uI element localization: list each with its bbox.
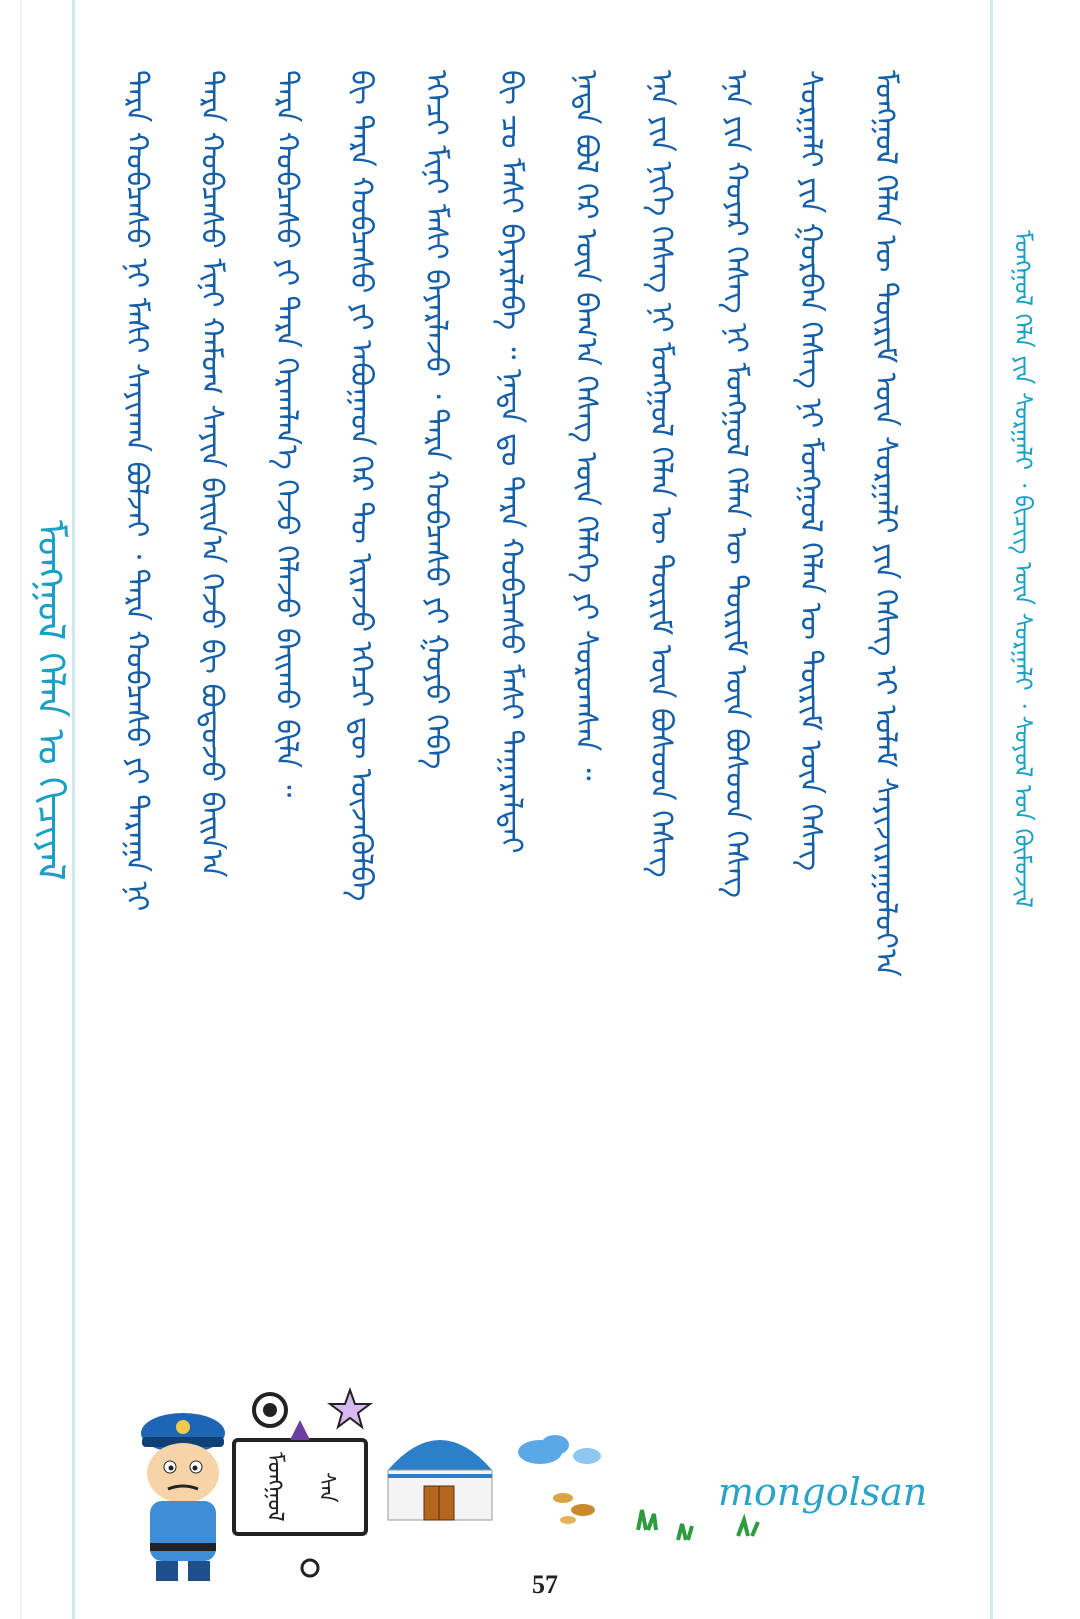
text-line: ᠲᠡᠷᠡ ᠬᠤᠪᠴᠠᠰᠤ ᠶᠢ ᠲᠡᠷᠡ ᠬᠡᠷᠡᠭ᠍ᠯᠡᠨ᠎ᠡ ᠭᠡᠵᠦ ᠬᠡᠯᠡᠵᠦ ᠪᠠᠢᠬᠤ ᠪᠢᠯᠡ ᠃ <box>268 70 304 798</box>
main-text-block <box>98 70 918 1410</box>
decorative-stars <box>240 1380 380 1580</box>
stones-decoration <box>548 1488 608 1528</box>
text-line: ᠨᠠᠳᠠ ᠪᠣᠯ ᠭᠡᠷ ᠦᠨ ᠪᠠᠭ᠎ᠠ ᠬᠡᠰᠡᠭ ᠦᠨ ᠬᠡᠯᠡᠭᠡ ᠶᠢ ᠰᠤᠷᠤᠭᠰᠠᠨ ᠃ <box>568 70 604 781</box>
text-line: ᠪᠢ ᠴᠤ ᠮᠠᠰᠢ ᠪᠠᠶᠠᠷᠯᠠᠪᠠ ᠃ ᠨᠠᠳᠠ ᠳᠤ ᠲᠡᠷᠡ ᠬᠤᠪᠴᠠᠰᠤ ᠮᠠᠰᠢ ᠲᠠᠭᠠᠷᠠᠯᠲᠠᠢ <box>493 70 529 854</box>
cloud-icon <box>515 1430 605 1470</box>
yurt-illustration <box>378 1420 502 1530</box>
footer-line: ᠮᠣᠩᠭᠣᠯ ᠬᠡᠯᠡ ᠶᠢᠨ ᠰᠤᠷᠭᠠᠯᠢ ᠂ ᠪᠢᠴᠢᠭ ᠦᠨ ᠰᠤᠷᠭᠠᠯᠢ ᠂ ᠰᠤᠶᠤᠯ ᠤᠨ ᠬᠦᠮᠦᠵᠢᠯ <box>1009 230 1037 908</box>
text-line: ᠡᠨᠡ ᠶᠢᠨ ᠬᠣᠶᠠᠷ ᠬᠡᠰᠡᠭ ᠨᠢ ᠮᠣᠩᠭᠣᠯ ᠬᠡᠯᠡᠨ ᠦ ᠳᠦᠷᠢᠮ ᠦᠨ ᠪᠤᠰᠤᠳ ᠬᠡᠰᠡᠭ <box>718 70 754 898</box>
sign-word: ᠮᠣᠩᠭᠣᠯ <box>262 1452 287 1522</box>
text-line: ᠮᠣᠩᠭᠣᠯ ᠬᠡᠯᠡᠨ ᠦ ᠳᠦᠷᠢᠮ ᠦᠨ ᠰᠤᠷᠭᠠᠯᠢ ᠶᠢᠨ ᠬᠡᠰᠡᠭ ᠢ ᠤᠯᠠᠮ ᠰᠠᠶᠢᠵᠢᠷᠠᠭᠤᠯᠤᠶ᠎ᠠ <box>868 70 904 977</box>
text-line: ᠰᠤᠷᠭᠠᠯᠢ ᠶᠢᠨ ᠭᠤᠷᠪᠠᠨ ᠬᠡᠰᠡᠭ ᠨᠢ ᠮᠣᠩᠭᠣᠯ ᠬᠡᠯᠡᠨ ᠦ ᠳᠦᠷᠢᠮ ᠦᠨ ᠬᠡᠰᠡᠭ <box>793 70 829 872</box>
police-cartoon-illustration <box>128 1405 238 1585</box>
text-line: ᠲᠡᠷᠡ ᠬᠤᠪᠴᠠᠰᠤ ᠨᠢ ᠮᠠᠰᠢ ᠰᠠᠶᠢᠬᠠᠨ ᠪᠣᠯᠵᠠᠢ ᠂ ᠲᠡᠷᠡ ᠬᠤᠪᠴᠠᠰᠤ ᠶᠢ ᠳᠠᠷᠠᠭᠠ ᠨᠢ <box>119 70 154 912</box>
brand-logo: mongolsan <box>718 1470 928 1514</box>
right-margin-line <box>990 0 993 1619</box>
text-line: ᠪᠢ ᠲᠡᠷᠡ ᠬᠤᠪᠴᠠᠰᠤ ᠶᠢ ᠠᠪᠤᠭᠠᠳ ᠭᠡᠷ ᠲᠦ ᠢᠷᠡᠵᠦ ᠡᠭᠡᠴᠢ ᠳᠦ ᠦᠵᠡᠭᠦᠯᠪᠡ <box>343 70 379 902</box>
text-line: ᠡᠨᠡ ᠶᠢᠨ ᠨᠢᠭᠡ ᠬᠡᠰᠡᠭ ᠨᠢ ᠮᠣᠩᠭᠣᠯ ᠬᠡᠯᠡᠨ ᠦ ᠳᠦᠷᠢᠮ ᠦᠨ ᠪᠤᠰᠤᠳ ᠬᠡᠰᠡᠭ <box>643 70 679 878</box>
running-header: ᠮᠣᠩᠭᠣᠯ ᠬᠡᠯᠡᠨ ᠤ ᠬᠢᠴᠢᠶᠡᠯ <box>29 520 73 881</box>
text-line: ᠲᠡᠷᠡ ᠬᠤᠪᠴᠠᠰᠤ ᠮᠢᠨᠢ ᠬᠠᠮᠤᠭ ᠰᠠᠶᠢᠨ ᠪᠠᠢᠨ᠎ᠠ ᠭᠡᠵᠦ ᠪᠢ ᠪᠣᠳᠣᠵᠤ ᠪᠠᠢᠨ᠎ᠠ <box>193 70 229 878</box>
page-number: 57 <box>532 1570 558 1599</box>
text-line: ᠡᠭᠡᠴᠢ ᠮᠢᠨᠢ ᠮᠠᠰᠢ ᠪᠠᠶᠠᠷᠯᠠᠵᠤ ᠂ ᠲᠡᠷᠡ ᠬᠤᠪᠴᠠᠰᠤ ᠶᠢ ᠭᠣᠶᠣ ᠭᠡᠪᠡ <box>418 70 454 770</box>
sign-word: ᠰᠠᠨ <box>314 1471 339 1503</box>
